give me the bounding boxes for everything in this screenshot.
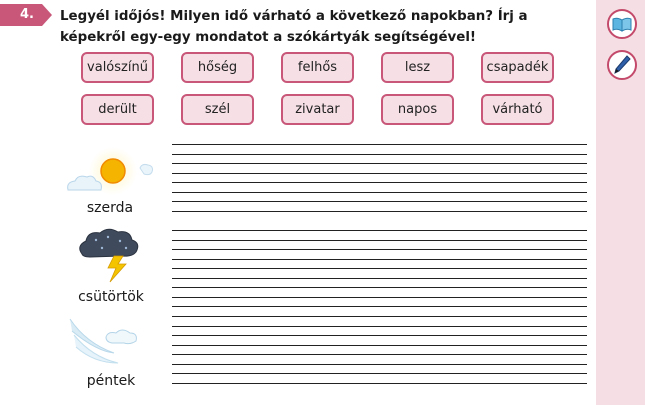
day-label-szerda: szerda <box>86 200 134 216</box>
word-card[interactable]: napos <box>381 94 454 125</box>
sun-cloud-icon <box>62 146 157 204</box>
word-card[interactable]: valószínű <box>81 52 154 83</box>
word-card[interactable]: lesz <box>381 52 454 83</box>
task-number-badge <box>0 4 52 26</box>
word-card[interactable]: szél <box>181 94 254 125</box>
day-label-csutortok: csütörtök <box>78 289 144 305</box>
word-card[interactable]: zivatar <box>281 94 354 125</box>
writing-lines-csutortok[interactable] <box>172 230 587 316</box>
wind-icon <box>66 313 156 373</box>
writing-lines-szerda[interactable] <box>172 144 587 220</box>
book-icon <box>612 16 632 32</box>
thunderstorm-icon <box>74 226 144 288</box>
pen-icon <box>613 55 631 75</box>
task-number: 4. <box>20 7 34 22</box>
word-card[interactable]: várható <box>481 94 554 125</box>
writing-lines-pentek[interactable] <box>172 316 587 392</box>
book-button[interactable] <box>607 9 637 39</box>
word-card[interactable]: derült <box>81 94 154 125</box>
word-card[interactable]: hőség <box>181 52 254 83</box>
word-card[interactable]: felhős <box>281 52 354 83</box>
write-button[interactable] <box>607 50 637 80</box>
task-instruction: Legyél időjós! Milyen idő várható a következő napokban? Írj a képekről egy-egy mondatot a szókártyák segítségével! <box>60 9 528 45</box>
word-card[interactable]: csapadék <box>481 52 554 83</box>
day-label-pentek: péntek <box>86 373 136 389</box>
